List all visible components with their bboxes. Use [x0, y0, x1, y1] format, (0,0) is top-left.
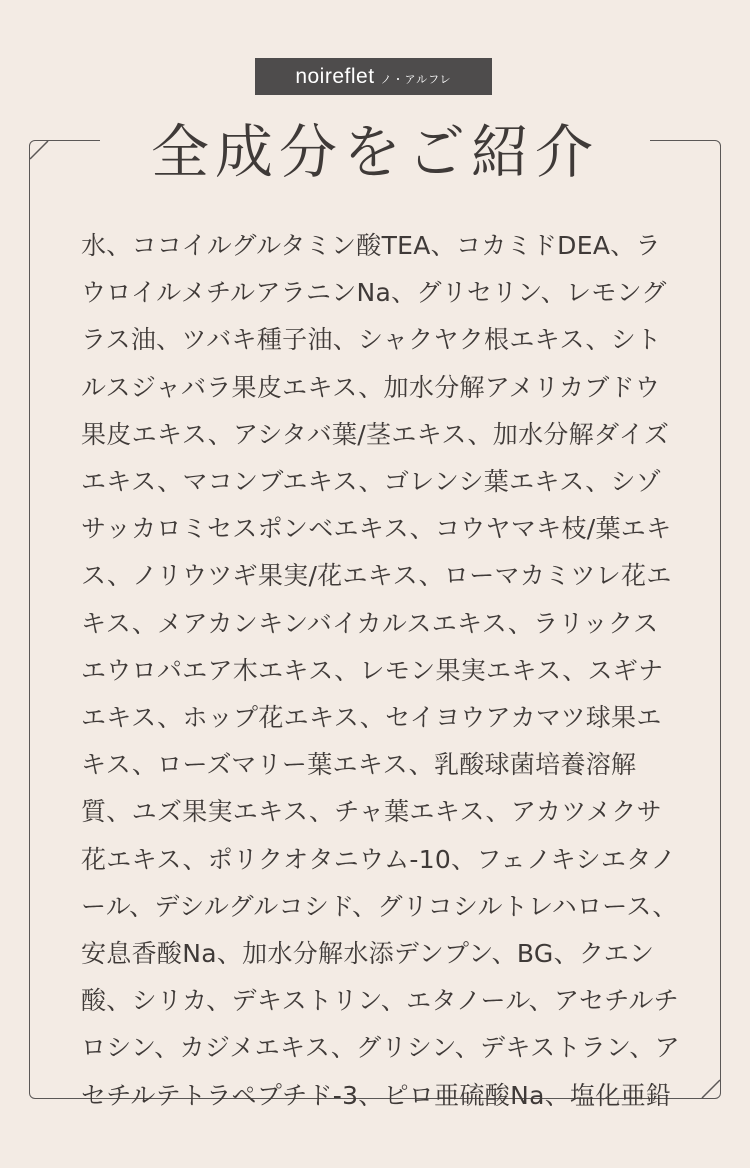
ingredients-list: 水、ココイルグルタミン酸TEA、コカミドDEA、ラウロイルメチルアラニンNa、グリセリン、レモングラス油、ツバキ種子油、シャクヤク根エキス、シトルスジャバラ果皮エキス、加水分解アメリカブドウ果皮エキス、アシタバ葉/茎エキス、加水分解ダイズエキス、マコンブエキス、ゴレンシ葉エキス、シゾサッカロミセスポンベエキス、コウヤマキ枝/葉エキス、ノリウツギ果実/花エキス、ローマカミツレ花エキス、メアカンキンバイカルスエキス、ラリックスエウロパエア木エキス、レモン果実エキス、スギナエキス、ホップ花エキス、セイヨウアカマツ球果エキス、ローズマリー葉エキス、乳酸球菌培養溶解質、ユズ果実エキス、チャ葉エキス、アカツメクサ花エキス、ポリクオタニウム-10、フェノキシエタノール、デシルグルコシド、グリコシルトレハロース、安息香酸Na、加水分解水添デンプン、BG、クエン酸、シリカ、デキストリン、エタノール、アセチルチロシン、カジメエキス、グリシン、デキストラン、アセチルテトラペプチド-3、ピロ亜硫酸Na、塩化亜鉛 — [81, 231, 680, 1110]
brand-reading: ノ・アルフレ — [380, 72, 452, 86]
brand-badge — [255, 58, 492, 95]
brand-name: noireflet — [295, 64, 375, 88]
page-title: 全成分をご紹介 — [150, 118, 599, 186]
corner-slash-bottom-right — [700, 1078, 720, 1098]
